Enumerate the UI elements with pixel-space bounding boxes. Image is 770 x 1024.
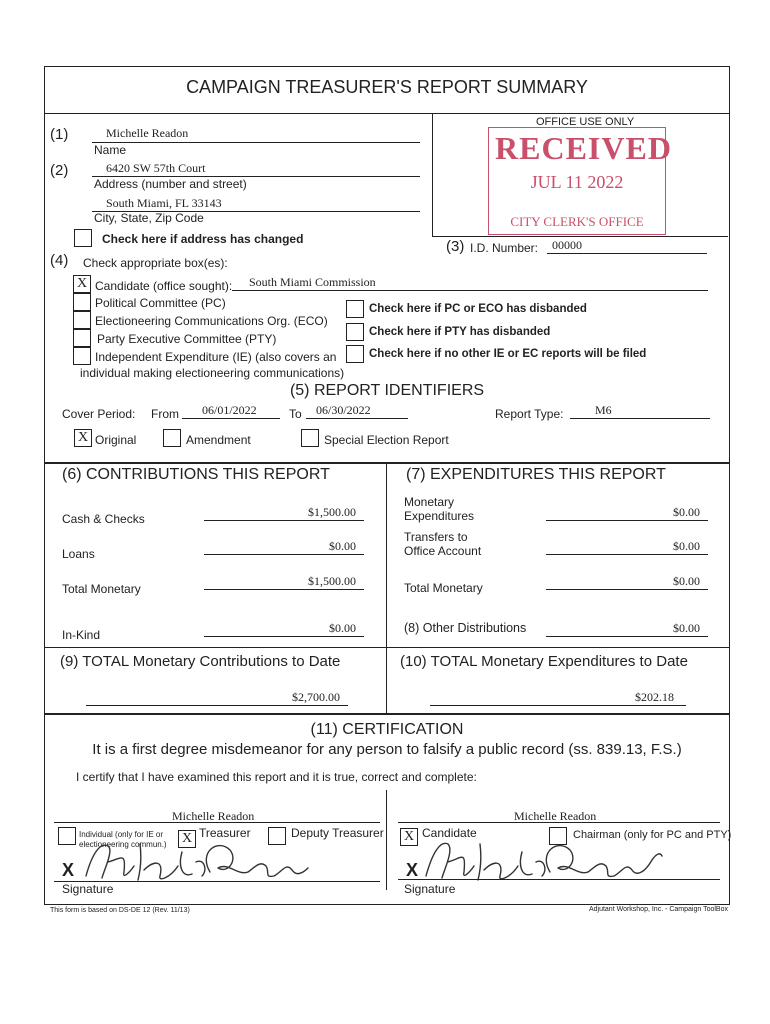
office-use-label: OFFICE USE ONLY [536, 116, 635, 128]
deputy-treasurer-label: Deputy Treasurer [291, 826, 384, 840]
candidate-checkbox[interactable]: X [73, 275, 91, 293]
cash-checks-label: Cash & Checks [62, 512, 145, 526]
cash-checks-value: $1,500.00 [308, 505, 356, 519]
from-date-line [182, 418, 280, 419]
office-sought-value: South Miami Commission [249, 275, 376, 289]
total-monetary-contrib-line [204, 589, 364, 590]
no-other-reports-label: Check here if no other IE or EC reports will be filed [369, 348, 647, 360]
treasurer-checkbox[interactable]: X [178, 830, 196, 848]
expenditures-heading: (7) EXPENDITURES THIS REPORT [406, 466, 666, 483]
total-monetary-expend-value: $0.00 [673, 574, 700, 588]
id-number-line [547, 253, 707, 254]
other-distributions-line [546, 636, 708, 637]
totals-divider [44, 647, 730, 648]
report-identifiers-heading: (5) REPORT IDENTIFIERS [289, 382, 485, 399]
name-label: Name [94, 143, 127, 157]
left-signature-label: Signature [62, 882, 114, 896]
total-expenditures-value: $202.18 [635, 690, 674, 704]
in-kind-value: $0.00 [329, 621, 356, 635]
footer-vendor: Adjutant Workshop, Inc. - Campaign ToolBox [588, 906, 728, 913]
chairman-label: Chairman (only for PC and PTY) [573, 829, 732, 841]
ie-checkbox[interactable] [73, 347, 91, 365]
loans-line [204, 554, 364, 555]
address-changed-checkbox[interactable] [74, 229, 92, 247]
total-contributions-heading: (9) TOTAL Monetary Contributions to Date [60, 653, 341, 670]
left-signature-x: X [62, 860, 75, 880]
other-distributions-label: (8) Other Distributions [404, 621, 527, 635]
right-signature-label: Signature [404, 882, 456, 896]
total-monetary-expend-line [546, 589, 708, 590]
left-signer-name: Michelle Readon [172, 809, 255, 823]
office-box-bottom [432, 236, 728, 237]
right-signer-name: Michelle Readon [514, 809, 597, 823]
right-signer-line [398, 822, 720, 823]
pc-disband-checkbox[interactable] [346, 300, 364, 318]
pc-disband-label: Check here if PC or ECO has disbanded [369, 303, 587, 315]
right-signature-x: X [406, 860, 419, 880]
report-type-label: Report Type: [495, 407, 564, 421]
certification-warning: It is a first degree misdemeanor for any person to falsify a public record (ss. 839.13, F.S.) [92, 741, 682, 758]
stamp-date: JUL 11 2022 [530, 172, 624, 192]
amendment-checkbox[interactable] [163, 429, 181, 447]
eco-label: Electioneering Communications Org. (ECO) [95, 314, 328, 328]
contributions-heading: (6) CONTRIBUTIONS THIS REPORT [62, 466, 330, 483]
transfers-value: $0.00 [673, 539, 700, 553]
left-signature-image [78, 832, 314, 886]
name-line [92, 142, 420, 143]
item-3-number: (3) [446, 238, 465, 255]
pty-checkbox[interactable] [73, 329, 91, 347]
total-contributions-line [86, 705, 348, 706]
transfers-label-1: Transfers to [404, 530, 468, 544]
transfers-label-2: Office Account [404, 544, 482, 558]
city-label: City, State, Zip Code [94, 211, 204, 225]
monetary-expenditures-line [546, 520, 708, 521]
certification-statement: I certify that I have examined this report and it is true, correct and complete: [76, 770, 477, 784]
amendment-label: Amendment [186, 433, 251, 447]
city-value: South Miami, FL 33143 [106, 196, 222, 210]
report-type-value: M6 [595, 403, 612, 417]
right-signature-image [420, 830, 666, 886]
individual-label-2: electioneering commun.) [79, 840, 167, 849]
form-title: CAMPAIGN TREASURER'S REPORT SUMMARY [186, 77, 588, 97]
name-value: Michelle Readon [106, 126, 189, 140]
monetary-expenditures-value: $0.00 [673, 505, 700, 519]
total-expenditures-line [430, 705, 686, 706]
to-label: To [289, 407, 302, 421]
loans-label: Loans [62, 547, 95, 561]
transfers-line [546, 554, 708, 555]
stamp-received: RECEIVED [495, 130, 672, 166]
candidate-sign-checkbox[interactable]: X [400, 828, 418, 846]
total-contributions-value: $2,700.00 [292, 690, 340, 704]
monetary-expenditures-label-2: Expenditures [404, 509, 475, 523]
pc-label: Political Committee (PC) [95, 296, 226, 310]
individual-label-1: Individual (only for IE or [79, 830, 164, 839]
candidate-sign-label: Candidate [422, 826, 477, 840]
pty-disband-checkbox[interactable] [346, 323, 364, 341]
to-date-line [306, 418, 408, 419]
pc-checkbox[interactable] [73, 293, 91, 311]
total-expenditures-heading: (10) TOTAL Monetary Expenditures to Date [400, 653, 688, 670]
ie-label: Independent Expenditure (IE) (also covers an [95, 350, 337, 364]
special-election-label: Special Election Report [324, 433, 449, 447]
in-kind-line [204, 636, 364, 637]
in-kind-label: In-Kind [62, 628, 101, 642]
original-checkbox[interactable]: X [74, 429, 92, 447]
to-date-value: 06/30/2022 [316, 403, 371, 417]
monetary-expenditures-label-1: Monetary [404, 495, 455, 509]
total-monetary-contrib-value: $1,500.00 [308, 574, 356, 588]
office-box-left [432, 113, 433, 237]
certification-heading: (11) CERTIFICATION [310, 721, 464, 738]
address-value: 6420 SW 57th Court [106, 161, 206, 175]
id-number-value: 00000 [552, 238, 582, 252]
address-label: Address (number and street) [94, 177, 247, 191]
treasurer-label: Treasurer [199, 826, 251, 840]
total-monetary-contrib-label: Total Monetary [62, 582, 141, 596]
id-number-label: I.D. Number: [470, 241, 539, 255]
address-changed-label: Check here if address has changed [102, 232, 304, 246]
individual-checkbox[interactable] [58, 827, 76, 845]
candidate-label: Candidate (office sought): [95, 279, 233, 293]
original-label: Original [95, 433, 137, 447]
from-date-value: 06/01/2022 [202, 403, 257, 417]
title-divider [44, 113, 730, 114]
office-sought-line [232, 290, 708, 291]
loans-value: $0.00 [329, 539, 356, 553]
from-label: From [151, 407, 179, 421]
ie-label-continued: individual making electioneering communications) [80, 366, 345, 380]
stamp-office: CITY CLERK'S OFFICE [510, 214, 644, 229]
other-distributions-value: $0.00 [673, 621, 700, 635]
footer-form-reference: This form is based on DS-DE 12 (Rev. 11/13) [50, 907, 190, 914]
cash-checks-line [204, 520, 364, 521]
right-signature-line [398, 879, 720, 880]
pty-disband-label: Check here if PTY has disbanded [369, 326, 551, 338]
cover-period-label: Cover Period: [62, 407, 136, 421]
no-other-reports-checkbox[interactable] [346, 345, 364, 363]
item-1-number: (1) [50, 126, 69, 143]
left-signer-line [54, 822, 380, 823]
item-2-number: (2) [50, 162, 69, 179]
special-election-checkbox[interactable] [301, 429, 319, 447]
pty-label: Party Executive Committee (PTY) [97, 332, 277, 346]
total-monetary-expend-label: Total Monetary [404, 581, 483, 595]
item-4-number: (4) [50, 252, 69, 269]
received-stamp [488, 127, 672, 235]
certification-divider [386, 790, 387, 890]
check-boxes-instruction: Check appropriate box(es): [83, 256, 228, 270]
financial-divider [386, 462, 387, 714]
eco-checkbox[interactable] [73, 311, 91, 329]
report-type-line [570, 418, 710, 419]
